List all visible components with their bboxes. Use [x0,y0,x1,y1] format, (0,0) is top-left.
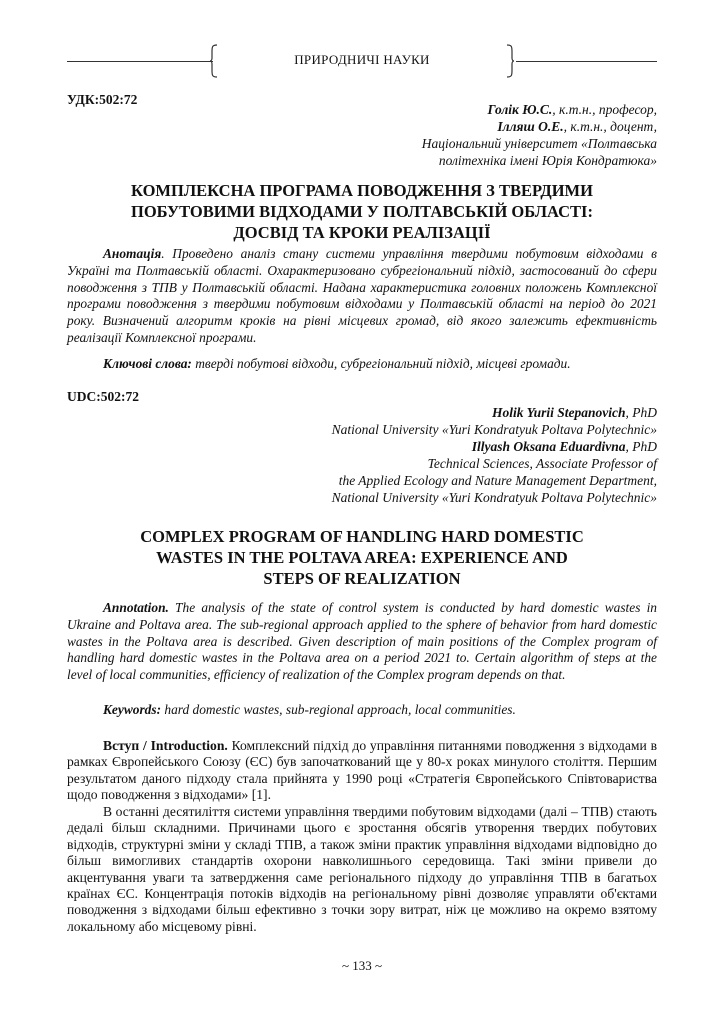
annotation-en-label: Annotation. [103,600,169,615]
title-en-line-3: STEPS OF REALIZATION [263,569,461,588]
keywords-en [67,702,657,719]
author-en-2-name: Illyash Oksana Eduardivna [471,439,626,454]
annotation-ua-label: Анотація [103,246,162,261]
intro-paragraph-1 [67,738,657,804]
authors-en [332,404,657,506]
affiliation-ua-1: Національний університет «Полтавська [421,136,657,151]
page-number: ~ 133 ~ [341,958,383,973]
udc-en: UDC:502:72 [67,389,139,404]
title-ua-line-2: ПОБУТОВИМИ ВІДХОДАМИ У ПОЛТАВСЬКІЙ ОБЛАСТІ: [131,202,593,221]
author-en-1-degree: , PhD [625,405,657,420]
header-brace-right [506,44,514,78]
author-en-2-degree: , PhD [625,439,657,454]
author-en-2-affiliation-1: Technical Sciences, Associate Professor of [427,456,657,471]
author-ua-2-degree: , к.т.н., доцент, [563,119,657,134]
intro-label: Вступ / Introduction. [103,738,228,753]
affiliation-ua-2: політехніка імені Юрія Кондратюка» [438,153,657,168]
header-brace-left [210,44,218,78]
authors-ua [422,101,657,169]
keywords-en-text: hard domestic wastes, sub-regional approach, local communities. [161,702,516,717]
author-ua-1-degree: , к.т.н., професор, [552,102,657,117]
author-en-2-affiliation-3: National University «Yuri Kondratyuk Poltava Polytechnic» [331,490,657,505]
title-ua-line-3: ДОСВІД ТА КРОКИ РЕАЛІЗАЦІЇ [233,223,491,242]
author-ua-2 [422,118,657,135]
author-en-1-affiliation: National University «Yuri Kondratyuk Poltava Polytechnic» [331,422,657,437]
keywords-en-label: Keywords: [103,702,162,717]
author-ua-1 [422,101,657,118]
author-ua-1-name: Голік Ю.С. [487,102,553,117]
author-en-2 [332,438,657,455]
annotation-ua-text: . Проведено аналіз стану системи управління твердими побутовим відходами в Україні та Полтавській області. Охарактеризовано субрегіональний підхід, застосований до сфери поводження з ТПВ у Полтавській області. Надана характеристика головних положень Комплексної програми поводження з твердими побутовим відходами у Полтавській області на період до 2021 року. Визначений алгоритм кроків на рівні місцевих громад, від якого залежить ефективність реалізації Комплексної програми. [67,246,657,345]
title-ua [67,180,657,243]
title-ua-line-1: КОМПЛЕКСНА ПРОГРАМА ПОВОДЖЕННЯ З ТВЕРДИМИ [131,181,593,200]
annotation-ua [67,246,657,347]
udc-ua: УДК:502:72 [67,92,138,107]
keywords-ua [67,356,657,373]
header-rule-right [516,61,657,62]
author-en-1-name: Holik Yurii Stepanovich [491,405,626,420]
title-en [67,526,657,589]
header-rule-left [67,61,213,62]
author-en-2-affiliation-2: the Applied Ecology and Nature Management Department, [338,473,657,488]
title-en-line-1: COMPLEX PROGRAM OF HANDLING HARD DOMESTIC [140,527,584,546]
section-header: ПРИРОДНИЧІ НАУКИ [294,52,430,67]
intro-paragraph-2: В останні десятиліття системи управління твердими побутовим відходами (далі – ТПВ) стають дедалі більш складними. Причинами цього є зростання обсягів утворення твердих побутових відходів, структурні зміни у складі ТПВ, а також зміни практик управління відходами відповідно до більш вимогливих стандартів охорони навколишнього середовища. Такі зміни привели до акцентування уваги та затвердження саме регіонального підходу до управління ТПВ в багатьох країнах ЄС. Концентрація потоків відходів на регіональному рівні дозволяє управляти об'єктами поводження з відходами більш ефективно з точки зору витрат, ніж це можливо на окремо взятому локальному або місцевому рівні. [67,804,657,934]
author-en-1 [332,404,657,421]
annotation-en [67,600,657,684]
title-en-line-2: WASTES IN THE POLTAVA AREA: EXPERIENCE AND [156,548,568,567]
keywords-ua-label: Ключові слова: [103,356,192,371]
intro-text-1: Комплексний підхід до управління питаннями поводження з відходами в рамках Європейського Союзу (ЄС) був започаткований ще у 80-х роках минулого століття. Першим результатом даного підходу стала прийнята у 1990 році «Стратегія Європейського Співтовариства щодо поводження з відходами» [1]. [67,738,657,803]
author-ua-2-name: Ілляш О.Е. [497,119,564,134]
keywords-ua-text: тверді побутові відходи, субрегіональний підхід, місцеві громади. [191,356,571,371]
annotation-en-text: The analysis of the state of control system is conducted by hard domestic wastes in Ukraine and Poltava area. The sub-regional approach applied to the sphere of behavior from hard domestic wastes in the Poltava area is described. Given description of main positions of the Complex program of handling hard domestic wastes in the Poltava area on a period 2021 to. Certain algorithm of steps at the level of local communities, efficiency of realization of the Complex program depends on that. [67,600,657,683]
